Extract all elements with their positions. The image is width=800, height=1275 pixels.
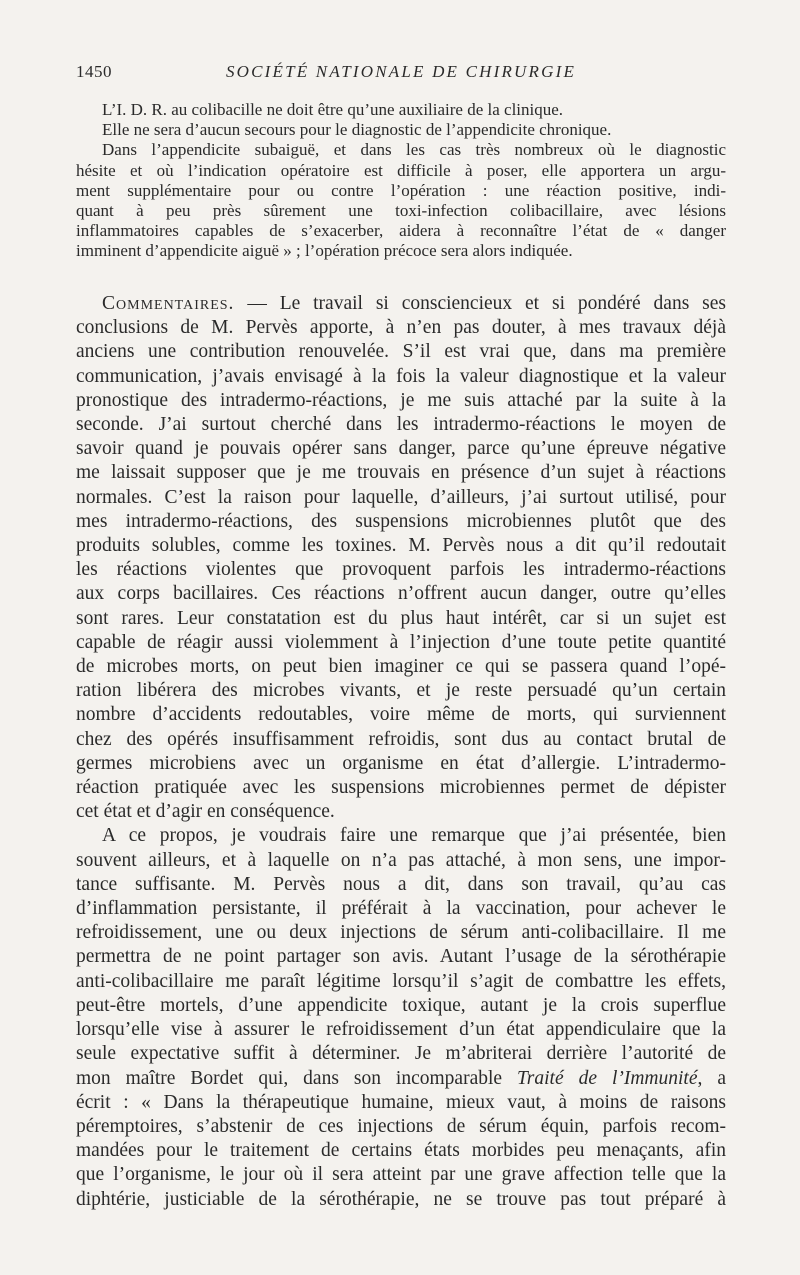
text-line: quant à peu près sûrement une toxi-infection colibacillaire, avec lésions xyxy=(76,201,726,221)
text-line: capable de réagir aussi violemment à l’injection d’une toute petite quantité xyxy=(76,631,726,653)
text-line: A ce propos, je voudrais faire une remarque que j’ai présentée, bien xyxy=(102,825,726,847)
summary-paragraph xyxy=(76,100,726,262)
text-line: communication, j’avais envisagé à la fois la valeur diagnostique et la valeur xyxy=(76,365,726,387)
text-line: les réactions violentes que provoquent parfois les intradermo-réactions xyxy=(76,559,726,581)
text-line: pronostique des intradermo-réactions, je me suis attaché par la suite à la xyxy=(76,389,726,411)
text-line: mandées pour le traitement de certains états morbides peu menaçants, afin xyxy=(76,1140,726,1162)
text-line: anti-colibacillaire me paraît légitime lorsqu’il s’agit de combattre les effets, xyxy=(76,970,726,992)
book-title: Traité de l’Immunité xyxy=(517,1067,698,1089)
commentary-label: Commentaires. xyxy=(102,293,235,314)
text-line: ment supplémentaire pour ou contre l’opération : une réaction positive, indi- xyxy=(76,180,726,200)
text-line: sont rares. Leur constatation est du plus haut intérêt, car si un sujet est xyxy=(76,607,726,629)
text-line: aux corps bacillaires. Ces réactions n’offrent aucun danger, outre qu’elles xyxy=(76,583,726,605)
text-line: L’I. D. R. au colibacille ne doit être qu’une auxiliaire de la clinique. xyxy=(102,100,564,119)
bordet-line-before: mon maître Bordet qui, dans son incomparable xyxy=(76,1067,518,1089)
page-header xyxy=(76,62,726,86)
text-line: péremptoires, s’abstenir de ces injections de sérum équin, parfois recom- xyxy=(76,1115,726,1137)
text-line: conclusions de M. Pervès apporte, à n’en pas douter, à mes travaux déjà xyxy=(76,317,726,339)
text-line: tance suffisante. M. Pervès nous a dit, dans son travail, qu’au cas xyxy=(76,873,726,895)
text-line: nombre d’accidents redoutables, voire même de morts, qui surviennent xyxy=(76,704,726,726)
text-line: diphtérie, justiciable de la sérothérapie, ne se trouve pas tout préparé à xyxy=(76,1188,726,1210)
page-number: 1450 xyxy=(76,62,112,81)
text-line: chez des opérés insuffisamment refroidis, sont dus au contact brutal de xyxy=(76,728,726,750)
text-line: hésite et où l’indication opératoire est difficile à poser, elle apportera un argu- xyxy=(76,160,726,180)
text-line: lorsqu’elle vise à assurer le refroidissement d’un état appendiculaire que la xyxy=(76,1019,726,1041)
text-line: imminent d’appendicite aiguë » ; l’opération précoce sera alors indiquée. xyxy=(76,241,573,261)
text-line: peut-être mortels, d’une appendicite toxique, autant je la crois superflue xyxy=(76,994,726,1016)
text-line: permettra de ne point partager son avis. Autant l’usage de la sérothérapie xyxy=(76,946,726,968)
text-line: Dans l’appendicite subaiguë, et dans les cas très nombreux où le diagnostic xyxy=(102,140,726,160)
text-line: seule expectative suffit à déterminer. Je m’abriterai derrière l’autorité de xyxy=(76,1043,726,1065)
commentary-section xyxy=(76,292,726,1212)
text-line: que l’organisme, le jour où il sera atteint par une grave affection telle que la xyxy=(76,1164,726,1186)
text-line: réaction pratiquée avec les suspensions microbiennes permet de dépister xyxy=(76,777,726,799)
text-line: d’inflammation persistante, il préférait à la vaccination, pour achever le xyxy=(76,898,726,920)
text-line: normales. C’est la raison pour laquelle, d’ailleurs, j’ai surtout utilisé, pour xyxy=(76,486,726,508)
text-line: me laissait supposer que je me trouvais en présence d’un sujet à réactions xyxy=(76,462,726,484)
commentary-first-line-text: — Le travail si consciencieux et si pondéré dans ses xyxy=(234,293,726,314)
text-line: ration libérera des microbes vivants, et je reste persuadé qu’un certain xyxy=(76,680,726,702)
text-line: inflammatoires capables de s’exacerber, aidera à reconnaître l’état de « danger xyxy=(76,221,726,241)
bordet-line-after: , a xyxy=(697,1067,726,1089)
text-line: germes microbiens avec un organisme en état d’allergie. L’intradermo- xyxy=(76,752,726,774)
commentary-first-line xyxy=(76,292,726,316)
text-line: seconde. J’ai surtout cherché dans les intradermo-réactions le moyen de xyxy=(76,414,726,436)
text-line: écrit : « Dans la thérapeutique humaine, mieux vaut, à moins de raisons xyxy=(76,1091,726,1113)
text-line: de microbes morts, on peut bien imaginer ce qui se passera quand l’opé- xyxy=(76,656,726,678)
text-line: cet état et d’agir en conséquence. xyxy=(76,801,335,823)
commentary-body xyxy=(76,316,726,1066)
text-line: mes intradermo-réactions, des suspensions microbiennes plutôt que des xyxy=(76,510,726,532)
commentary-tail xyxy=(76,1091,726,1212)
text-line: refroidissement, une ou deux injections de sérum anti-colibacillaire. Il me xyxy=(76,922,726,944)
text-line: produits solubles, comme les toxines. M. Pervès nous a dit qu’il redoutait xyxy=(76,535,726,557)
text-line: souvent ailleurs, et à laquelle on n’a pas attaché, à mon sens, une impor- xyxy=(76,849,726,871)
text-line: anciens une contribution renouvelée. S’il est vrai que, dans ma première xyxy=(76,341,726,363)
text-line: Elle ne sera d’aucun secours pour le diagnostic de l’appendicite chronique. xyxy=(102,120,612,140)
bordet-line xyxy=(76,1067,726,1091)
running-title: SOCIÉTÉ NATIONALE DE CHIRURGIE xyxy=(225,62,577,81)
text-line: savoir quand je pouvais opérer sans danger, parce qu’une épreuve négative xyxy=(76,438,726,460)
